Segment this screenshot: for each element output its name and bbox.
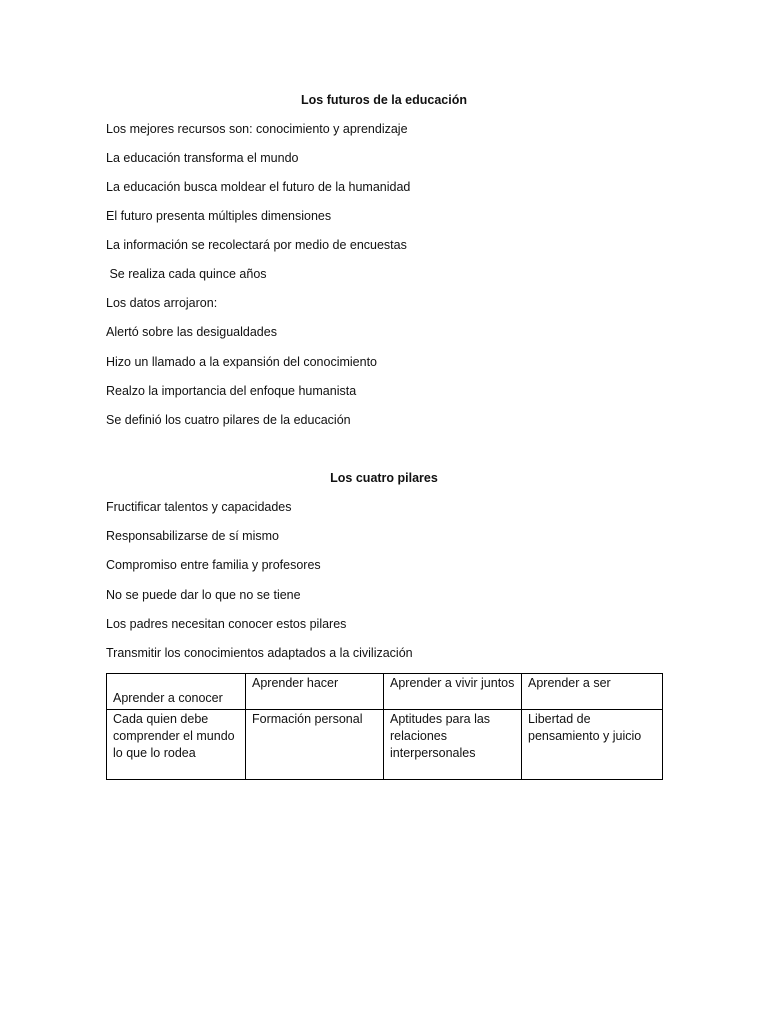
table-header-cell: Aprender hacer [246,674,384,710]
text-line: Responsabilizarse de sí mismo [106,529,279,543]
text-line: La información se recolectará por medio de encuestas [106,238,407,252]
table-row [107,710,663,780]
text-line: Se realiza cada quince años [106,267,267,281]
text-line: Se definió los cuatro pilares de la educación [106,413,351,427]
text-line: No se puede dar lo que no se tiene [106,588,301,602]
text-line: La educación transforma el mundo [106,151,299,165]
text-line: Los padres necesitan conocer estos pilares [106,617,347,631]
pillars-table [106,673,663,780]
table-cell: Aptitudes para las relaciones interpersonales [384,710,522,780]
text-line: Alertó sobre las desigualdades [106,325,277,339]
text-line: Transmitir los conocimientos adaptados a la civilización [106,646,413,660]
text-line: Fructificar talentos y capacidades [106,500,292,514]
text-line: La educación busca moldear el futuro de la humanidad [106,180,411,194]
table-cell: Libertad de pensamiento y juicio [522,710,663,780]
section-title-pilares: Los cuatro pilares [330,471,438,485]
table-cell: Formación personal [246,710,384,780]
text-line: Los datos arrojaron: [106,296,218,310]
section-title-futuros: Los futuros de la educación [301,93,467,107]
text-line: Hizo un llamado a la expansión del conocimiento [106,355,377,369]
text-line: Los mejores recursos son: conocimiento y aprendizaje [106,122,408,136]
table-header-cell: Aprender a ser [522,674,663,710]
table-header-cell: Aprender a vivir juntos [384,674,522,710]
text-line: Compromiso entre familia y profesores [106,558,321,572]
table-header-row [107,674,663,710]
text-line: Realzo la importancia del enfoque humanista [106,384,357,398]
table-header-cell: Aprender a conocer [107,674,246,710]
text-line: El futuro presenta múltiples dimensiones [106,209,332,223]
table-cell: Cada quien debe comprender el mundo lo que lo rodea [107,710,246,780]
